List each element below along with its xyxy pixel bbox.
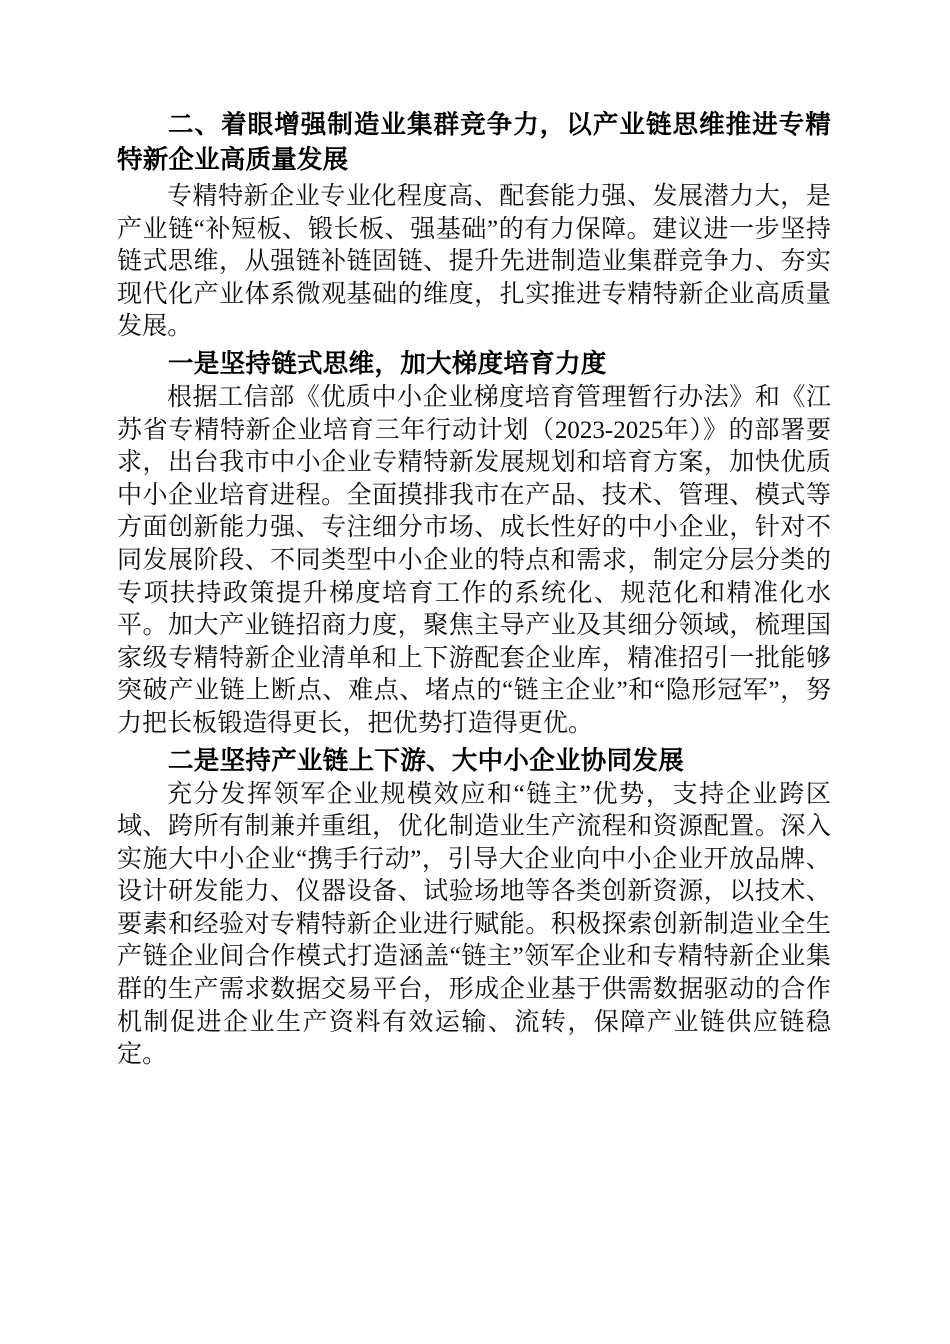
paragraph-one — [117, 382, 831, 741]
paragraph-one-part-b: 年）》的部署要求，出台我市中小企业专精特新发展规划和培育方案，加快优质中小企业培育进程。全面摸排我市在产品、技术、管理、模式等方面创新能力强、专注细分市场、成长性好的中小企业，针对不同发展阶段、不同类型中小企业的特点和需求，制定分层分类的专项扶持政策提升梯度培育工作的系统化、规范化和精准化水平。加大产业链招商力度，聚焦主导产业及其细分领域，梳理国家级专精特新企业清单和上下游配套企业库，精准招引一批能够突破产业链上断点、难点、堵点的“链主企业”和“隐形冠军”，努力把长板锻造得更长，把优势打造得更优。 — [117, 416, 831, 737]
subheading-one: 一是坚持链式思维，加大梯度培育力度 — [168, 348, 607, 378]
subheading-two: 二是坚持产业链上下游、大中小企业协同发展 — [168, 745, 685, 775]
paragraph-intro: 专精特新企业专业化程度高、配套能力强、发展潜力大，是产业链“补短板、锻长板、强基础”的有力保障。建议进一步坚持链式思维，从强链补链固链、提升先进制造业集群竞争力、夯实现代化产业体系微观基础的维度，扎实推进专精特新企业高质量发展。 — [117, 183, 831, 341]
paragraph-one-part-a: 根据工信部《优质中小企业梯度培育管理暂行办法》和《江苏省专精特新企业培育三年行动计划（ — [117, 383, 831, 444]
document-content — [117, 108, 831, 1074]
paragraph-two: 充分发挥领军企业规模效应和“链主”优势，支持企业跨区域、跨所有制兼并重组，优化制造业生产流程和资源配置。深入实施大中小企业“携手行动”，引导大企业向中小企业开放品牌、设计研发能力、仪器设备、试验场地等各类创新资源，以技术、要素和经验对专精特新企业进行赋能。积极探索创新制造业全生产链企业间合作模式打造涵盖“链主”领军企业和专精特新企业集群的生产需求数据交易平台，形成企业基于供需数据驱动的合作机制促进企业生产资料有效运输、流转，保障产业链供应链稳定。 — [117, 780, 831, 1069]
section-heading-main: 二、着眼增强制造业集群竞争力，以产业链思维推进专精特新企业高质量发展 — [117, 111, 831, 174]
year-range-2023-2025: 2023-2025 — [554, 416, 664, 444]
